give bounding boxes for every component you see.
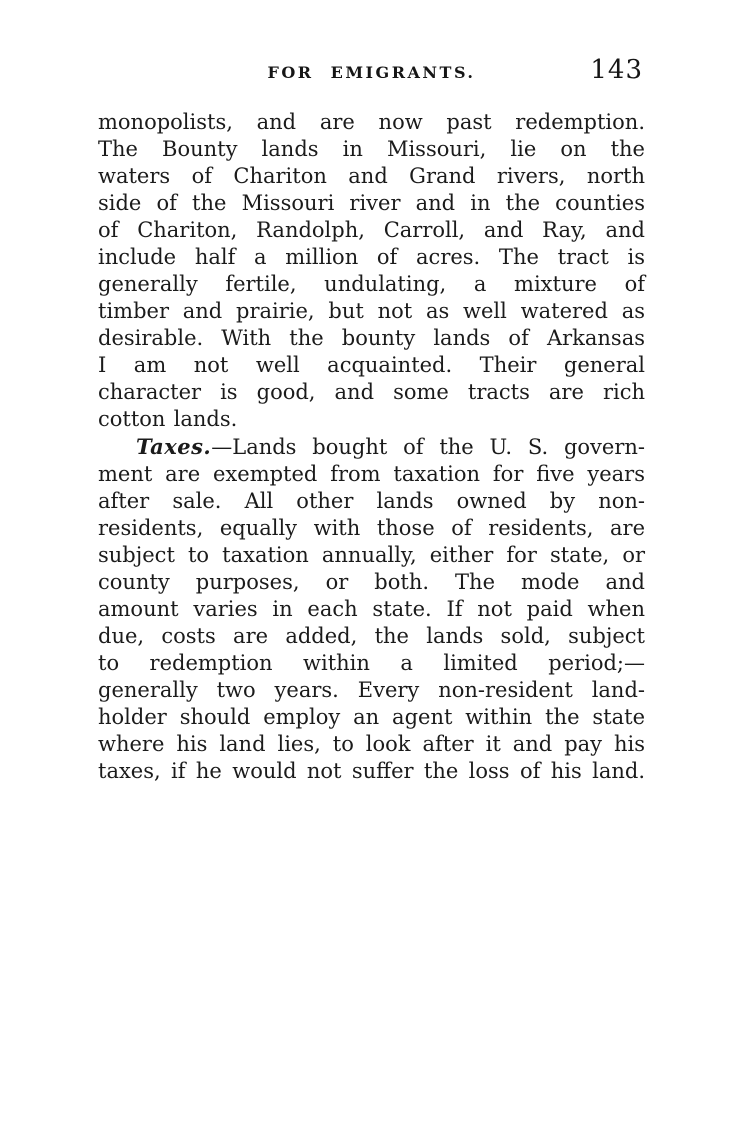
text-line: taxes, if he would not suffer the loss of his land.: [98, 759, 645, 783]
text-line: cotton lands.: [98, 407, 238, 431]
text-line: generally fertile, undulating, a mixture of: [98, 272, 645, 296]
page-body: [98, 109, 645, 785]
text-line: Taxes.—Lands bought of the U. S. govern-: [136, 434, 645, 459]
paragraph-lead-word: Taxes.: [136, 434, 212, 459]
text-line: timber and prairie, but not as well watered as: [98, 299, 645, 323]
text-line: waters of Chariton and Grand rivers, north: [98, 164, 645, 188]
text-line: subject to taxation annually, either for state, or: [98, 543, 645, 567]
text-line: holder should employ an agent within the state: [98, 705, 645, 729]
text-line: The Bounty lands in Missouri, lie on the: [98, 137, 645, 161]
text-line: county purposes, or both. The mode and: [98, 570, 645, 594]
text-line: to redemption within a limited period;—: [98, 651, 645, 675]
text-line: after sale. All other lands owned by non-: [98, 489, 645, 513]
text-line: I am not well acquainted. Their general: [98, 353, 645, 377]
running-title: FOR EMIGRANTS.: [267, 63, 476, 82]
text-line: of Chariton, Randolph, Carroll, and Ray, and: [98, 218, 645, 242]
text-line: due, costs are added, the lands sold, subject: [98, 624, 645, 648]
text-line: monopolists, and are now past redemption.: [98, 110, 645, 134]
text-line: amount varies in each state. If not paid when: [98, 597, 645, 621]
text-line: side of the Missouri river and in the counties: [98, 191, 645, 215]
page-number: 143: [590, 55, 643, 85]
running-header: [98, 55, 645, 88]
text-line: character is good, and some tracts are rich: [98, 380, 645, 404]
text-line: residents, equally with those of residents, are: [98, 516, 645, 540]
text-line: generally two years. Every non-resident land-: [98, 678, 645, 702]
text-line: desirable. With the bounty lands of Arkansas: [98, 326, 645, 350]
text-line: where his land lies, to look after it and pay his: [98, 732, 645, 756]
text-line: include half a million of acres. The tract is: [98, 245, 645, 269]
text-line: ment are exempted from taxation for five years: [98, 462, 645, 486]
